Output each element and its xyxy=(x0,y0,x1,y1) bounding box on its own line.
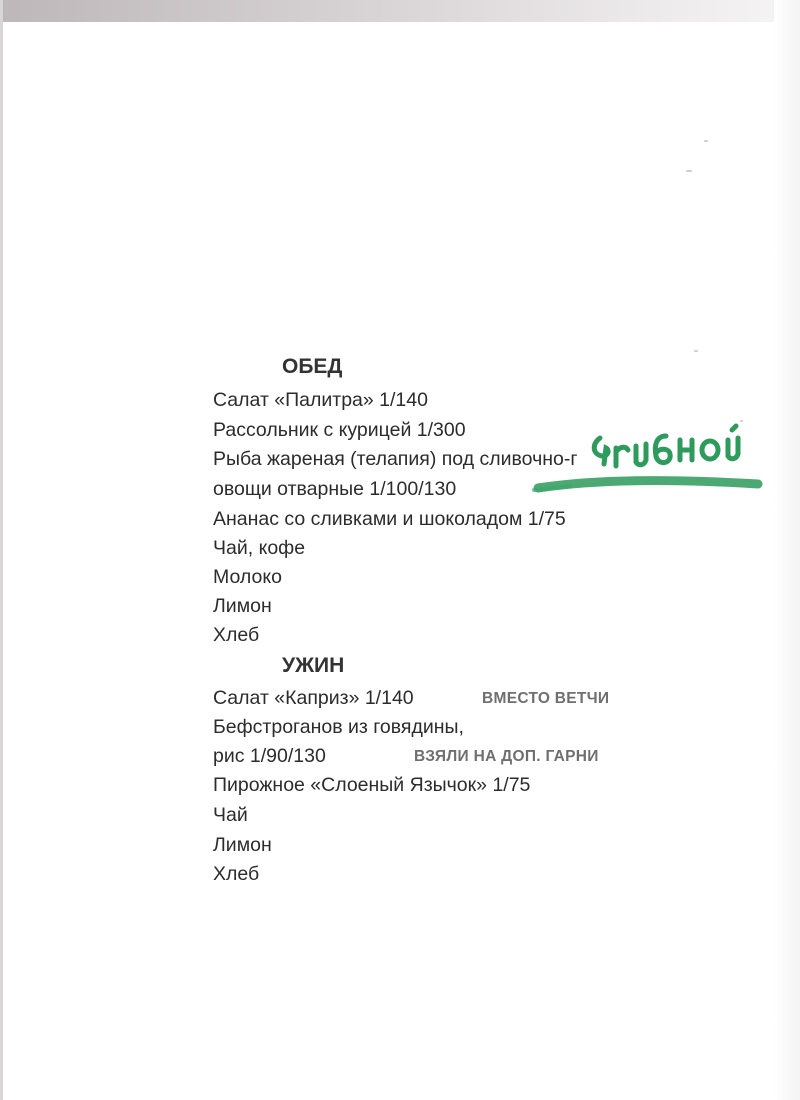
lunch-item: овощи отварные 1/100/130 xyxy=(213,478,457,500)
dinner-note-clip xyxy=(414,748,612,770)
lunch-item: Рассольник с курицей 1/300 xyxy=(213,419,466,441)
dinner-item: Лимон xyxy=(213,834,272,856)
lunch-item: Рыба жареная (телапия) под сливочно-г xyxy=(213,448,578,470)
dinner-note-clip xyxy=(482,690,612,712)
lunch-heading: ОБЕД xyxy=(282,355,343,378)
handwritten-marker-note xyxy=(530,420,770,510)
lunch-item: Чай, кофе xyxy=(213,537,306,559)
lunch-item: Молоко xyxy=(213,566,282,588)
dinner-item: Салат «Каприз» 1/140 xyxy=(213,687,414,709)
lunch-item: Салат «Палитра» 1/140 xyxy=(213,389,428,411)
dinner-item: Пирожное «Слоеный Язычок» 1/75 xyxy=(213,774,531,796)
dinner-item: Хлеб xyxy=(213,863,260,885)
dinner-item: Бефстроганов из говядины, xyxy=(213,716,464,738)
dinner-item: рис 1/90/130 xyxy=(213,745,326,767)
dinner-heading: УЖИН xyxy=(282,654,345,677)
lunch-item: Ананас со сливками и шоколадом 1/75 xyxy=(213,508,566,530)
dinner-note: ВЗЯЛИ НА ДОП. ГАРНИ xyxy=(414,748,599,765)
dinner-note: ВМЕСТО ВЕТЧИ xyxy=(482,690,610,707)
lunch-item: Хлеб xyxy=(213,624,260,646)
dinner-item: Чай xyxy=(213,804,248,826)
lunch-item: Лимон xyxy=(213,595,272,617)
